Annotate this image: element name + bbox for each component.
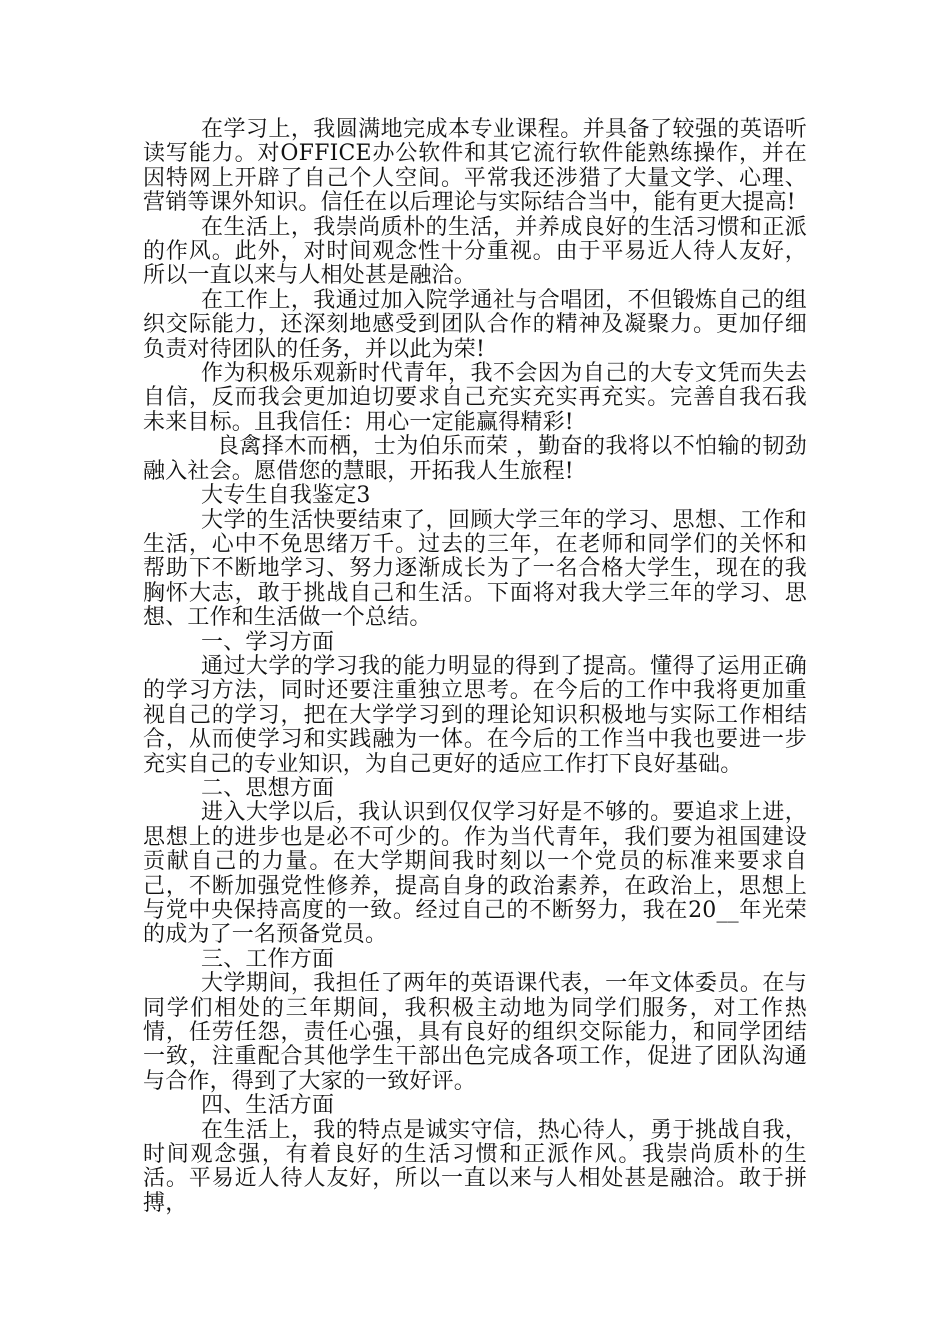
paragraph-attitude: 作为积极乐观新时代青年，我不会因为自己的大专文凭而失去自信，反而我会更加迫切要求自己充实充实再充实。完善自我石我未来目标。且我信任：用心一定能赢得精彩!: [143, 361, 807, 435]
paragraph-life: 在生活上，我崇尚质朴的生活，并养成良好的生活习惯和正派的作风。此外，对时间观念性十分重视。由于平易近人待人友好，所以一直以来与人相处甚是融洽。: [143, 214, 807, 289]
paragraph-closing: 良禽择木而栖，士为伯乐而荣 ，勤奋的我将以不怕输的韧劲融入社会。愿借您的慧眼，开拓我人生旅程!: [143, 434, 807, 484]
paragraph-study-detail: 通过大学的学习我的能力明显的得到了提高。懂得了运用正确的学习方法，同时还要注重独立思考。在今后的工作中我将更加重视自己的学习，把在大学学习到的理论知识积极地与实际工作相结合，从而使学习和实践融为一体。在今后的工作当中我也要进一步充实自己的专业知识，为自己更好的适应工作打下良好基础。: [143, 653, 807, 777]
paragraph-work-detail: 大学期间，我担任了两年的英语课代表，一年文体委员。在与同学们相处的三年期间，我积极主动地为同学们服务，对工作热情，任劳任怨，责任心强，具有良好的组织交际能力，和同学团结一致，注重配合其他学生干部出色完成各项工作，促进了团队沟通与合作，得到了大家的一致好评。: [143, 971, 807, 1094]
section-title: 大专生自我鉴定3: [201, 483, 371, 509]
paragraph-thought-detail: 进入大学以后，我认识到仅仅学习好是不够的。要追求上进，思想上的进步也是必不可少的。作为当代青年，我们要为祖国建设贡献自己的力量。在大学期间我时刻以一个党员的标准来要求自己，不断加强党性修养，提高自身的政治素养，在政治上，思想上与党中央保持高度的一致。经过自己的不断努力，我在20__年光荣的成为了一名预备党员。: [143, 800, 807, 948]
heading-thought: 二、思想方面: [201, 775, 335, 801]
document-body: [143, 118, 807, 1216]
heading-work: 三、工作方面: [201, 946, 335, 972]
heading-life: 四、生活方面: [201, 1093, 335, 1119]
paragraph-life-detail: 在生活上，我的特点是诚实守信，热心待人，勇于挑战自我，时间观念强，有着良好的生活习惯和正派作风。我崇尚质朴的生活。平易近人待人友好，所以一直以来与人相处甚是融洽。敢于拼搏，: [143, 1117, 807, 1216]
paragraph-intro: 大学的生活快要结束了，回顾大学三年的学习、思想、工作和生活，心中不免思绪万千。过去的三年，在老师和同学们的关怀和帮助下不断地学习、努力逐渐成长为了一名合格大学生，现在的我胸怀大志，敢于挑战自己和生活。下面将对我大学三年的学习、思想、工作和生活做一个总结。: [143, 507, 807, 631]
heading-study: 一、学习方面: [201, 629, 335, 655]
paragraph-study: 在学习上，我圆满地完成本专业课程。并具备了较强的英语听读写能力。对OFFICE办公软件和其它流行软件能熟练操作，并在因特网上开辟了自己个人空间。平常我还涉猎了大量文学、心理、营销等课外知识。信任在以后理论与实际结合当中，能有更大提高!: [143, 117, 807, 216]
paragraph-work: 在工作上，我通过加入院学通社与合唱团，不但锻炼自己的组织交际能力，还深刻地感受到团队合作的精神及凝聚力。更加仔细负责对待团队的任务，并以此为荣!: [143, 287, 807, 362]
